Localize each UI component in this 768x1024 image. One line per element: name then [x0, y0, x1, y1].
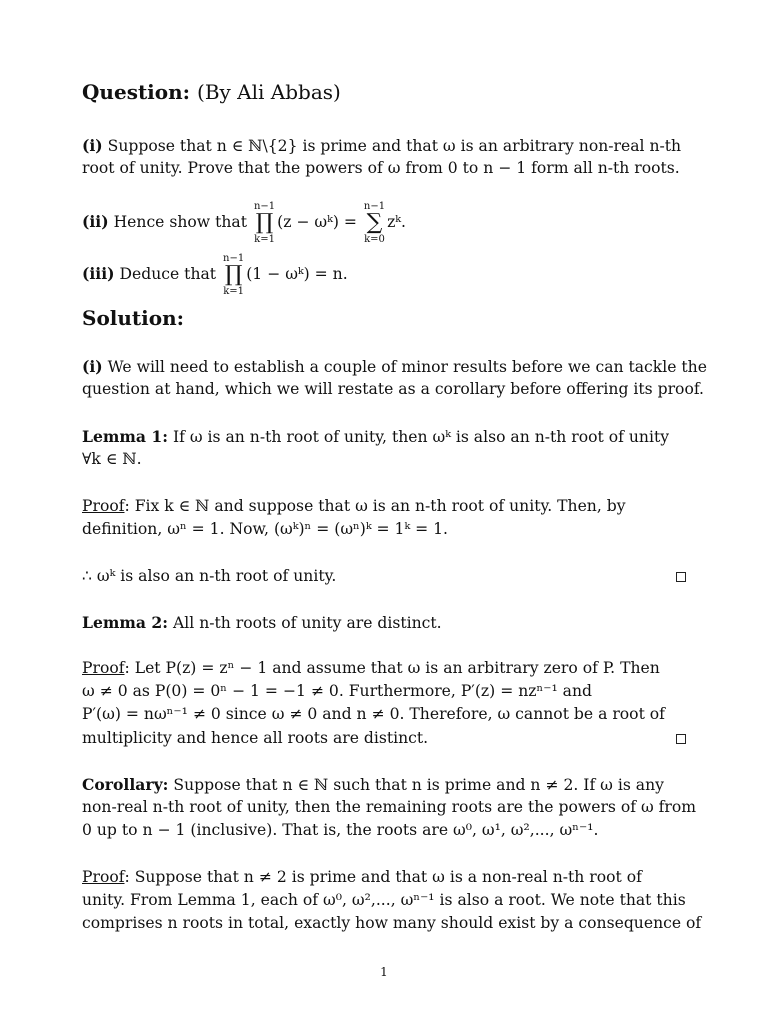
- question-part-ii: (ii) Hence show that n−1 ∏ k=1 (z − ωᵏ) = n−1 ∑ k=0 zᵏ.: [82, 201, 406, 245]
- solution-intro-line-1: (i) We will need to establish a couple of minor results before we can tackle the: [82, 357, 707, 376]
- proof2-line-4: multiplicity and hence all roots are distinct.: [82, 729, 429, 747]
- corollary-line-3: 0 up to n − 1 (inclusive). That is, the roots are ω⁰, ω¹, ω²,..., ωⁿ⁻¹.: [82, 821, 599, 839]
- lemma1-line-1: Lemma 1: If ω is an n-th root of unity, then ωᵏ is also an n-th root of unity: [82, 427, 670, 446]
- proof2-line-3: P′(ω) = nωⁿ⁻¹ ≠ 0 since ω ≠ 0 and n ≠ 0. Therefore, ω cannot be a root of: [82, 705, 665, 723]
- solution-intro-line-2: question at hand, which we will restate as a corollary before offering its proof.: [82, 380, 704, 398]
- proof2-line-2: ω ≠ 0 as P(0) = 0ⁿ − 1 = −1 ≠ 0. Furthermore, P′(z) = nzⁿ⁻¹ and: [82, 682, 592, 700]
- question-part-i-line-1: (i) Suppose that n ∈ ℕ\{2} is prime and that ω is an arbitrary non-real n-th: [82, 136, 682, 155]
- qed-square: [676, 572, 686, 582]
- proof3-line-3: comprises n roots in total, exactly how many should exist by a consequence of: [82, 914, 702, 932]
- proof2-line-1: Proof: Let P(z) = zⁿ − 1 and assume that ω is an arbitrary zero of P. Then: [82, 659, 660, 677]
- proof1-conclusion: ∴ ωᵏ is also an n-th root of unity.: [82, 567, 337, 585]
- proof1-line-2: definition, ωⁿ = 1. Now, (ωᵏ)ⁿ = (ωⁿ)ᵏ = 1ᵏ = 1.: [82, 520, 449, 538]
- corollary-line-2: non-real n-th root of unity, then the remaining roots are the powers of ω from: [82, 798, 697, 816]
- question-heading: Question: (By Ali Abbas): [82, 80, 341, 104]
- solution-heading: Solution:: [82, 306, 185, 330]
- proof1-line-1: Proof: Fix k ∈ ℕ and suppose that ω is an n-th root of unity. Then, by: [82, 497, 626, 515]
- question-author: (By Ali Abbas): [197, 80, 341, 104]
- lemma1-line-2: ∀k ∈ ℕ.: [82, 450, 142, 468]
- question-part-iii: (iii) Deduce that n−1 ∏ k=1 (1 − ωᵏ) = n.: [82, 253, 348, 297]
- proof3-line-1: Proof: Suppose that n ≠ 2 is prime and that ω is a non-real n-th root of: [82, 868, 642, 886]
- qed-square: [676, 734, 686, 744]
- product-operator: n−1 ∏ k=1: [253, 201, 276, 245]
- lemma2-line: Lemma 2: All n-th roots of unity are distinct.: [82, 613, 442, 632]
- page-number: 1: [380, 965, 388, 979]
- question-part-i-line-2: root of unity. Prove that the powers of ω from 0 to n − 1 form all n-th roots.: [82, 159, 680, 177]
- proof3-line-2: unity. From Lemma 1, each of ω⁰, ω²,..., ωⁿ⁻¹ is also a root. We note that this: [82, 891, 686, 909]
- sum-operator: n−1 ∑ k=0: [363, 201, 386, 245]
- product-operator: n−1 ∏ k=1: [223, 253, 245, 297]
- corollary-line-1: Corollary: Suppose that n ∈ ℕ such that n is prime and n ≠ 2. If ω is any: [82, 775, 664, 794]
